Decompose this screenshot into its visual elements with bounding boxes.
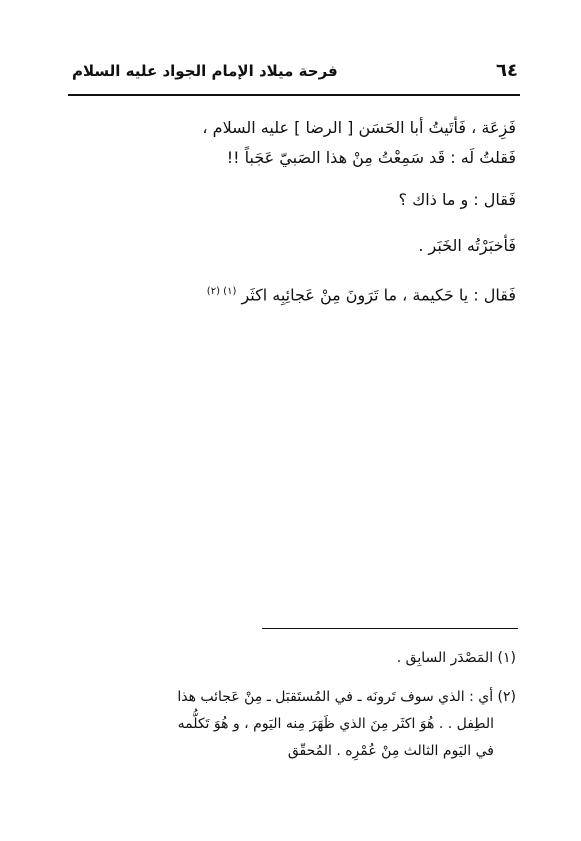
paragraph-intro <box>70 113 516 173</box>
footnote-2-line-1: (٢) أي : الذي سوف تَرونَه ـ في المُستَقبَل ـ مِنْ عَجائب هذا <box>177 689 516 705</box>
intro-line-2: فَقلتُ لَه : قَد سَمِعْتُ مِنْ هذا الصَبيّ عَجَباً !! <box>226 148 516 167</box>
paragraph-informed: فَأخبَرْتُه الخَبَر . <box>418 236 516 255</box>
paragraph-reply <box>70 277 516 310</box>
footnote-1: (١) المَصْدَر السابِق . <box>396 650 516 666</box>
paragraph-question: فَقال : و ما ذاك ؟ <box>398 190 516 209</box>
running-header <box>72 58 518 88</box>
footnote-2-line-3: في اليَوم الثالث مِنْ عُمْرِه . المُحقّق <box>287 743 494 759</box>
footnote-2 <box>70 684 516 765</box>
footnotes <box>70 645 516 765</box>
footnote-2-line-2: الطِفل . . هُوَ اكثَر مِنَ الذي ظَهَرَ مِنه اليَوم ، و هُوَ تَكلُّمه <box>177 716 494 732</box>
header-rule <box>68 94 520 96</box>
main-text <box>70 113 516 310</box>
header-title: فرحة ميلاد الإمام الجواد عليه السلام <box>72 62 338 80</box>
page-number: ٦٤ <box>496 60 518 81</box>
footnote-separator <box>262 628 518 629</box>
footnote-references: (١) (٢) <box>206 286 237 297</box>
intro-line-1: فَزِعَة ، فَأتَيتُ أبا الحَسَن [ الرضا ] عليه السلام ، <box>202 118 516 137</box>
reply-text: فَقال : يا حَكيمة ، ما تَرَونَ مِنْ عَجائِبِه اكثَر <box>241 285 516 305</box>
